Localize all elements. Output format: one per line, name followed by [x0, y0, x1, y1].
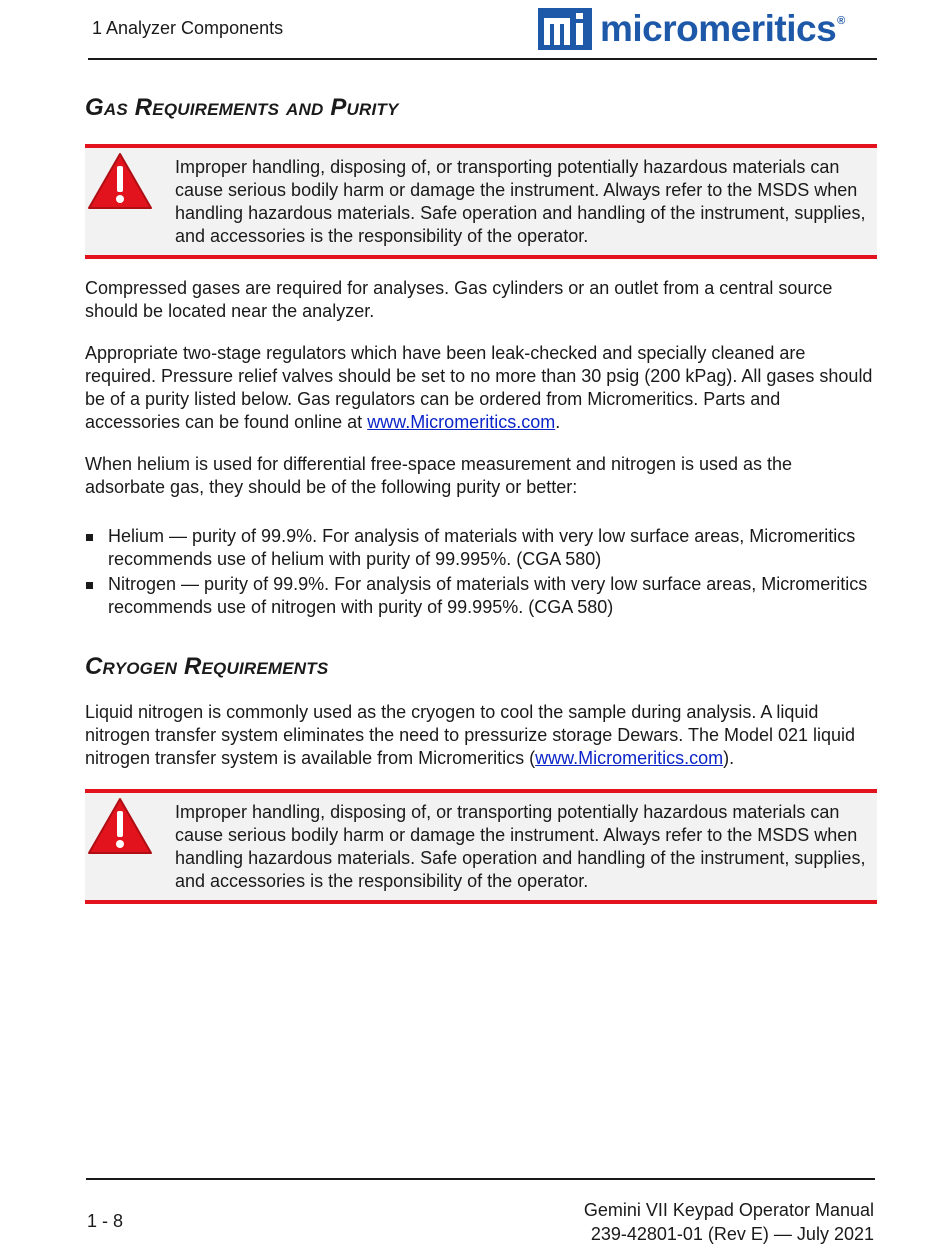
- list-item: [85, 525, 877, 571]
- manual-revision: 239-42801-01 (Rev E) — July 2021: [590, 1224, 874, 1244]
- bullet-icon: [86, 582, 93, 589]
- logo-wordmark: micromeritics: [600, 8, 837, 49]
- header-divider: [88, 58, 877, 60]
- paragraph-compressed-gases: Compressed gases are required for analyses. Gas cylinders or an outlet from a central source should be located near the analyzer.: [85, 278, 833, 321]
- footer-manual-info: [584, 1198, 874, 1246]
- micromeritics-website-link[interactable]: www.Micromeritics.com: [367, 412, 556, 432]
- page-number: 1 - 8: [87, 1211, 124, 1231]
- paragraph-helium-nitrogen: When helium is used for differential free-space measurement and nitrogen is used as the adsorbate gas, they should be of the following purity or better:: [85, 454, 793, 497]
- bullet-icon: [86, 534, 93, 541]
- warning-triangle-icon: [87, 797, 153, 855]
- section-title-gas: Gas Requirements and Purity: [85, 94, 399, 121]
- warning-text: Improper handling, disposing of, or transporting potentially hazardous materials can cause serious bodily harm or damage the instrument. Always refer to the MSDS when handling hazardous materials. Safe operation and handling of the instrument, supplies, and accessories is the responsibility of the operator.: [175, 157, 866, 246]
- paragraph-cryogen-end: ).: [723, 748, 735, 768]
- paragraph-cryogen: [85, 701, 877, 770]
- hazard-warning-box: [85, 144, 877, 259]
- paragraph-regulators-text: Appropriate two-stage regulators which have been leak-checked and specially cleaned are required. Pressure relief valves should be set to no more than 30 psig (200 kPag). All gases should be of a purity listed below. Gas regulators can be ordered from Micromeritics. Parts and accessories can be found online at: [85, 343, 873, 432]
- micromeritics-logo: [538, 7, 845, 51]
- warning-triangle-icon: [87, 152, 153, 210]
- purity-list: [85, 525, 877, 619]
- mi-logo-icon: [538, 8, 592, 50]
- chapter-label: 1 Analyzer Components: [92, 18, 284, 38]
- list-item-text: Helium — purity of 99.9%. For analysis of materials with very low surface areas, Micromeritics recommends use of helium with purity of 99.995%. (CGA 580): [108, 526, 856, 569]
- page-content: [85, 92, 877, 904]
- paragraph-regulators: [85, 342, 877, 434]
- page-header: [0, 0, 950, 62]
- section-title-cryogen: Cryogen Requirements: [85, 653, 329, 680]
- warning-text: Improper handling, disposing of, or transporting potentially hazardous materials can cause serious bodily harm or damage the instrument. Always refer to the MSDS when handling hazardous materials. Safe operation and handling of the instrument, supplies, and accessories is the responsibility of the operator.: [175, 802, 866, 891]
- paragraph-cryogen-text: Liquid nitrogen is commonly used as the cryogen to cool the sample during analysis. A liquid nitrogen transfer system eliminates the need to pressurize storage Dewars. The Model 021 liquid nitrogen transfer system is available from Micromeritics (: [85, 702, 856, 768]
- list-item-text: Nitrogen — purity of 99.9%. For analysis of materials with very low surface areas, Micromeritics recommends use of nitrogen with purity of 99.995%. (CGA 580): [108, 574, 868, 617]
- footer-divider: [86, 1178, 875, 1180]
- paragraph-regulators-end: .: [555, 412, 561, 432]
- micromeritics-website-link[interactable]: www.Micromeritics.com: [535, 748, 724, 768]
- manual-title: Gemini VII Keypad Operator Manual: [583, 1200, 874, 1220]
- registered-mark: ®: [837, 15, 846, 27]
- list-item: [85, 573, 877, 619]
- hazard-warning-box: [85, 789, 877, 904]
